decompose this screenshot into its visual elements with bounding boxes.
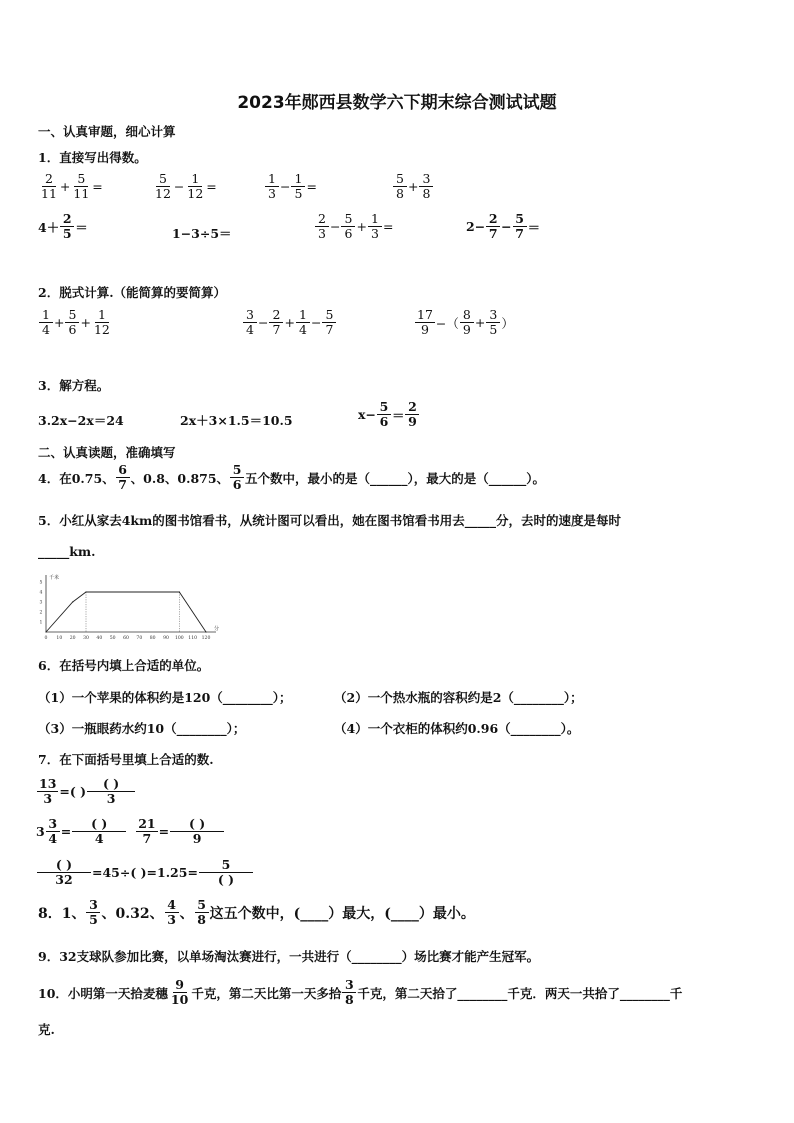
q7-r3 [36, 858, 254, 888]
y-tick-label: 4 [39, 590, 43, 596]
eq: = [158, 824, 170, 840]
pre: x− [358, 407, 376, 423]
q3-label: 3．解方程。 [38, 378, 110, 393]
num: 1 [291, 172, 305, 187]
den: 5 [62, 226, 72, 242]
op: − [173, 179, 185, 195]
x-tick-label: 70 [136, 636, 143, 641]
q6-b: （2）一个热水瓶的容积约是2（________）； [334, 690, 583, 705]
x-tick-label: 100 [174, 636, 184, 641]
y-tick-label: 1 [39, 620, 43, 626]
q10 [38, 978, 682, 1008]
num: 1 [265, 172, 279, 187]
num: 2 [315, 212, 329, 227]
den: 5 [89, 912, 98, 928]
num: 3 [486, 308, 500, 323]
den: 9 [192, 831, 202, 847]
den: 8 [422, 186, 431, 202]
den: 10 [170, 992, 189, 1008]
q1-r1-c [264, 172, 317, 202]
q2-b [242, 308, 337, 338]
data-point [85, 591, 86, 592]
num: 13 [39, 776, 57, 791]
op: − [330, 219, 341, 235]
den: 3 [167, 912, 176, 928]
den: 3 [106, 791, 116, 807]
eq: = [306, 179, 317, 195]
num: 5 [377, 400, 391, 415]
q1-r2-d [466, 212, 540, 242]
q9-text: 9．32支球队参加比赛，以单场淘汰赛进行，一共进行（________）场比赛才能产生冠军。 [38, 949, 540, 964]
den: 4 [246, 322, 254, 338]
q4 [38, 463, 545, 493]
num: ( ) [87, 777, 135, 792]
den: 4 [94, 831, 104, 847]
den: 4 [42, 322, 50, 338]
num: 5 [156, 172, 170, 187]
mid: −（ [435, 315, 459, 331]
op: − [310, 315, 322, 331]
num: ( ) [72, 817, 126, 832]
op: + [59, 179, 71, 195]
q2-a [38, 308, 113, 338]
eq: = [382, 219, 394, 235]
den: 7 [118, 477, 127, 493]
x-tick-label: 110 [188, 636, 198, 641]
pre: 4＋ [38, 219, 60, 235]
x-tick-label: 50 [109, 636, 116, 641]
den: 7 [488, 226, 498, 242]
y-tick-label: 5 [39, 580, 43, 586]
q1-r1-d [392, 172, 434, 202]
x-axis-label: 分 [214, 626, 220, 632]
q1-r2-b: 1−3÷5＝ [172, 226, 232, 241]
q7-r2 [36, 817, 225, 847]
den: 6 [232, 477, 242, 493]
den: 9 [408, 414, 417, 430]
den: 8 [396, 186, 404, 202]
op: + [474, 315, 486, 331]
q1-r2-c [314, 212, 393, 242]
distance-time-chart [36, 572, 222, 642]
den: 12 [155, 186, 171, 202]
num: 3 [342, 978, 356, 993]
den: 3 [370, 226, 379, 242]
eq: = [206, 179, 217, 195]
den: 11 [73, 186, 90, 202]
y-axis-label: 千米 [49, 575, 60, 581]
y-tick-label: 2 [39, 610, 43, 616]
den: 11 [41, 186, 57, 202]
q6-a: （1）一个苹果的体积约是120（________）； [38, 690, 292, 705]
num: 5 [199, 858, 253, 873]
num: 1 [296, 308, 310, 323]
x-tick-label: 40 [96, 636, 103, 641]
q6-c: （3）一瓶眼药水约10（________）； [38, 721, 246, 736]
q3-b: 2x＋3×1.5＝10.5 [180, 413, 293, 428]
den: 12 [93, 322, 110, 338]
num: 2 [269, 308, 283, 323]
den: 7 [272, 322, 281, 338]
den: 12 [187, 186, 204, 202]
num: 1 [188, 172, 202, 187]
post: 千克，第二天拾了________千克．两天一共拾了________千 [357, 985, 683, 1001]
den: ( ) [217, 872, 235, 888]
num: 3 [46, 817, 60, 832]
den: 32 [55, 872, 73, 888]
op: + [80, 315, 91, 331]
data-point [72, 601, 73, 602]
mid: 千克，第二天比第一天多拾 [191, 985, 342, 1001]
pre: 10．小明第一天拾麦穗 [38, 985, 168, 1001]
op: + [356, 219, 367, 235]
num: 5 [393, 172, 407, 187]
den: 7 [325, 322, 334, 338]
post: 这五个数中，(____）最大，(____）最小。 [209, 905, 475, 922]
num: 3 [243, 308, 257, 323]
num: 5 [74, 172, 88, 187]
op: + [284, 315, 295, 331]
x-tick-label: 30 [83, 636, 89, 641]
q3-a: 3.2x−2x＝24 [38, 413, 124, 428]
num: 3 [419, 172, 433, 187]
page-title: 2023年郧西县数学六下期末综合测试试题 [237, 93, 557, 113]
den: 3 [43, 791, 53, 807]
num: 1 [39, 308, 53, 323]
whole: 3 [36, 824, 45, 840]
section-1-heading: 一、认真审题，细心计算 [38, 124, 176, 139]
den: 3 [318, 226, 326, 242]
q7-label: 7．在下面括号里填上合适的数. [38, 752, 214, 767]
den: 4 [48, 831, 58, 847]
op: − [501, 219, 512, 235]
den: 7 [515, 226, 524, 242]
num: 2 [486, 212, 500, 227]
q5-text: 5．小红从家去4km的图书馆看书，从统计图可以看出，她在图书馆看书用去_____分，去时的速度是每时 [38, 513, 622, 528]
num: 9 [173, 978, 187, 993]
q2-c [414, 308, 514, 338]
num: 5 [341, 212, 355, 227]
pre: 2− [466, 219, 486, 235]
q1-label: 1．直接写出得数。 [38, 150, 147, 165]
num: 2 [42, 172, 56, 187]
q2-label: 2．脱式计算.（能简算的要简算） [38, 285, 227, 300]
x-tick-label: 0 [44, 636, 48, 641]
chart-bg [36, 572, 222, 642]
data-point [45, 631, 46, 632]
q1-r1-a [38, 172, 103, 202]
q5-line2: _____km. [38, 544, 96, 559]
x-tick-label: 90 [163, 636, 169, 641]
eq: = [92, 179, 103, 195]
mid: 、0.8、0.875、 [130, 470, 230, 486]
q10-line2: 克. [38, 1022, 55, 1037]
den: 3 [268, 186, 276, 202]
post: 五个数中，最小的是（______），最大的是（______）。 [245, 470, 546, 486]
data-point [179, 591, 180, 592]
eq: ＝ [527, 219, 541, 235]
x-tick-label: 80 [149, 636, 156, 641]
x-tick-label: 20 [69, 636, 76, 641]
num: 17 [417, 307, 433, 322]
op: − [258, 315, 269, 331]
num: 3 [86, 898, 100, 913]
num: 5 [230, 463, 244, 478]
num: 1 [95, 308, 109, 323]
y-tick-label: 3 [39, 600, 43, 606]
mid: 、0.32、 [101, 905, 164, 922]
num: 1 [368, 212, 382, 227]
den: 9 [462, 322, 471, 338]
q8 [38, 898, 475, 928]
eq: =( ) [59, 784, 87, 800]
x-tick-label: 10 [56, 636, 63, 641]
op: + [408, 179, 419, 195]
x-tick-label: 120 [201, 636, 211, 641]
pre: 8．1、 [38, 905, 86, 922]
num: 2 [405, 400, 419, 415]
pre: 4．在0.75、 [38, 470, 115, 486]
eq: = [60, 824, 72, 840]
den: 6 [68, 322, 77, 338]
q6-label: 6．在括号内填上合适的单位。 [38, 658, 210, 673]
eq: ＝ [75, 219, 88, 235]
op: + [54, 315, 65, 331]
q6-d: （4）一个衣柜的体积约0.96（________）。 [334, 721, 580, 736]
num: ( ) [37, 858, 91, 873]
num: 5 [65, 308, 79, 323]
num: ( ) [170, 817, 224, 832]
mid: =45÷( )=1.25= [92, 865, 198, 881]
den: 8 [197, 912, 206, 928]
den: 4 [298, 322, 307, 338]
q1-r2-a [38, 212, 88, 242]
num: 5 [195, 898, 209, 913]
data-point [205, 631, 206, 632]
x-tick-label: 60 [123, 636, 129, 641]
den: 7 [142, 831, 152, 847]
mid: 、 [179, 905, 194, 922]
num: 5 [513, 212, 527, 227]
num: 6 [116, 463, 130, 478]
den: 5 [294, 186, 303, 202]
eq: ＝ [391, 407, 405, 423]
op: − [280, 179, 291, 195]
num: 21 [138, 816, 156, 831]
den: 5 [489, 322, 498, 338]
num: 5 [322, 308, 336, 323]
num: 2 [60, 212, 74, 227]
den: 8 [344, 992, 354, 1008]
den: 6 [344, 226, 353, 242]
num: 4 [165, 898, 179, 913]
q1-r1-b [152, 172, 217, 202]
den: 6 [379, 414, 389, 430]
section-2-heading: 二、认真读题，准确填写 [38, 445, 176, 460]
close: ） [501, 315, 514, 331]
q3-c [358, 400, 420, 430]
num: 8 [460, 308, 474, 323]
den: 9 [420, 322, 429, 338]
q7-r1 [36, 777, 136, 807]
